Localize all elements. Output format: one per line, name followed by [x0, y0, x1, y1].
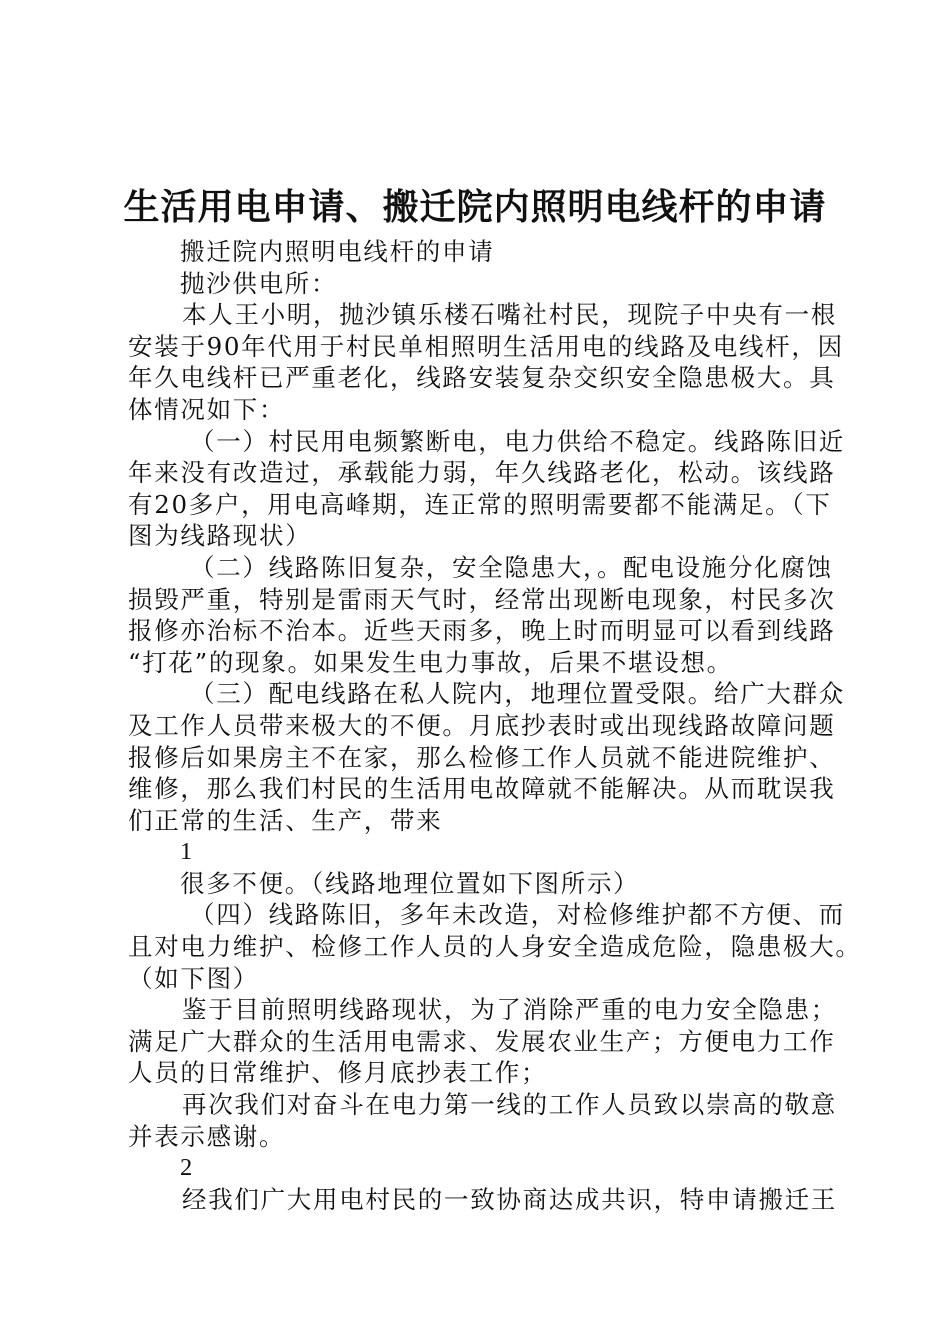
page-number: 2: [180, 1154, 194, 1182]
paragraph-line: 满足广大群众的生活用电需求、发展农业生产；方便电力工作: [128, 1026, 836, 1056]
paragraph-line: 有20多户，用电高峰期，连正常的照明需要都不能满足。（下: [128, 489, 832, 519]
paragraph-line: 年久电线杆已严重老化，线路安装复杂交织安全隐患极大。具: [128, 363, 836, 393]
paragraph-line: 及工作人员带来极大的不便。月底抄表时或出现线路故障问题: [128, 710, 836, 740]
document-title: 生活用电申请、搬迁院内照明电线杆的申请: [123, 187, 827, 228]
paragraph-line: （一）村民用电频繁断电，电力供给不稳定。线路陈旧近: [190, 426, 845, 456]
paragraph-line: （如下图）: [128, 963, 259, 993]
paragraph-line: 人员的日常维护、修月底抄表工作；: [128, 1058, 548, 1088]
paragraph-line: 本人王小明，抛沙镇乐楼石嘴社村民，现院子中央有一根: [182, 300, 837, 330]
paragraph-line: 报修亦治标不治本。近些天雨多，晚上时而明显可以看到线路: [128, 616, 836, 646]
paragraph-line: 体情况如下：: [128, 394, 286, 424]
paragraph-line: 且对电力维护、检修工作人员的人身安全造成危险，隐患极大。: [128, 932, 862, 962]
paragraph-line: 很多不便。（线路地理位置如下图所示）: [180, 868, 640, 898]
paragraph-line: 图为线路现状）: [128, 521, 312, 551]
paragraph-line: 鉴于目前照明线路现状，为了消除严重的电力安全隐患；: [182, 995, 837, 1025]
paragraph-line: 们正常的生活、生产，带来: [128, 805, 443, 835]
paragraph-line: “打花”的现象。如果发生电力事故，后果不堪设想。: [128, 647, 733, 677]
paragraph-line: 再次我们对奋斗在电力第一线的工作人员致以崇高的敬意: [182, 1090, 837, 1120]
paragraph-line: 并表示感谢。: [128, 1121, 286, 1151]
addressee-line: 抛沙供电所：: [180, 268, 338, 298]
paragraph-line: 维修，那么我们村民的生活用电故障就不能解决。从而耽误我: [128, 774, 836, 804]
paragraph-line: 报修后如果房主不在家，那么检修工作人员就不能进院维护、: [128, 742, 836, 772]
paragraph-line: 安装于90年代用于村民单相照明生活用电的线路及电线杆，因: [128, 331, 844, 361]
page-number: 1: [180, 838, 194, 866]
paragraph-line: 损毁严重，特别是雷雨天气时，经常出现断电现象，村民多次: [128, 584, 836, 614]
document-body: [128, 236, 862, 1215]
paragraph-line: 年来没有改造过，承载能力弱，年久线路老化，松动。该线路: [128, 458, 836, 488]
subtitle-line: 搬迁院内照明电线杆的申请: [180, 237, 495, 266]
paragraph-line: （二）线路陈旧复杂，安全隐患大，。配电设施分化腐蚀: [190, 552, 833, 582]
paragraph-line: （三）配电线路在私人院内，地理位置受限。给广大群众: [190, 679, 845, 709]
paragraph-line: 经我们广大用电村民的一致协商达成共识，特申请搬迁王: [182, 1184, 837, 1214]
paragraph-line: （四）线路陈旧，多年未改造，对检修维护都不方便、而: [190, 900, 845, 930]
